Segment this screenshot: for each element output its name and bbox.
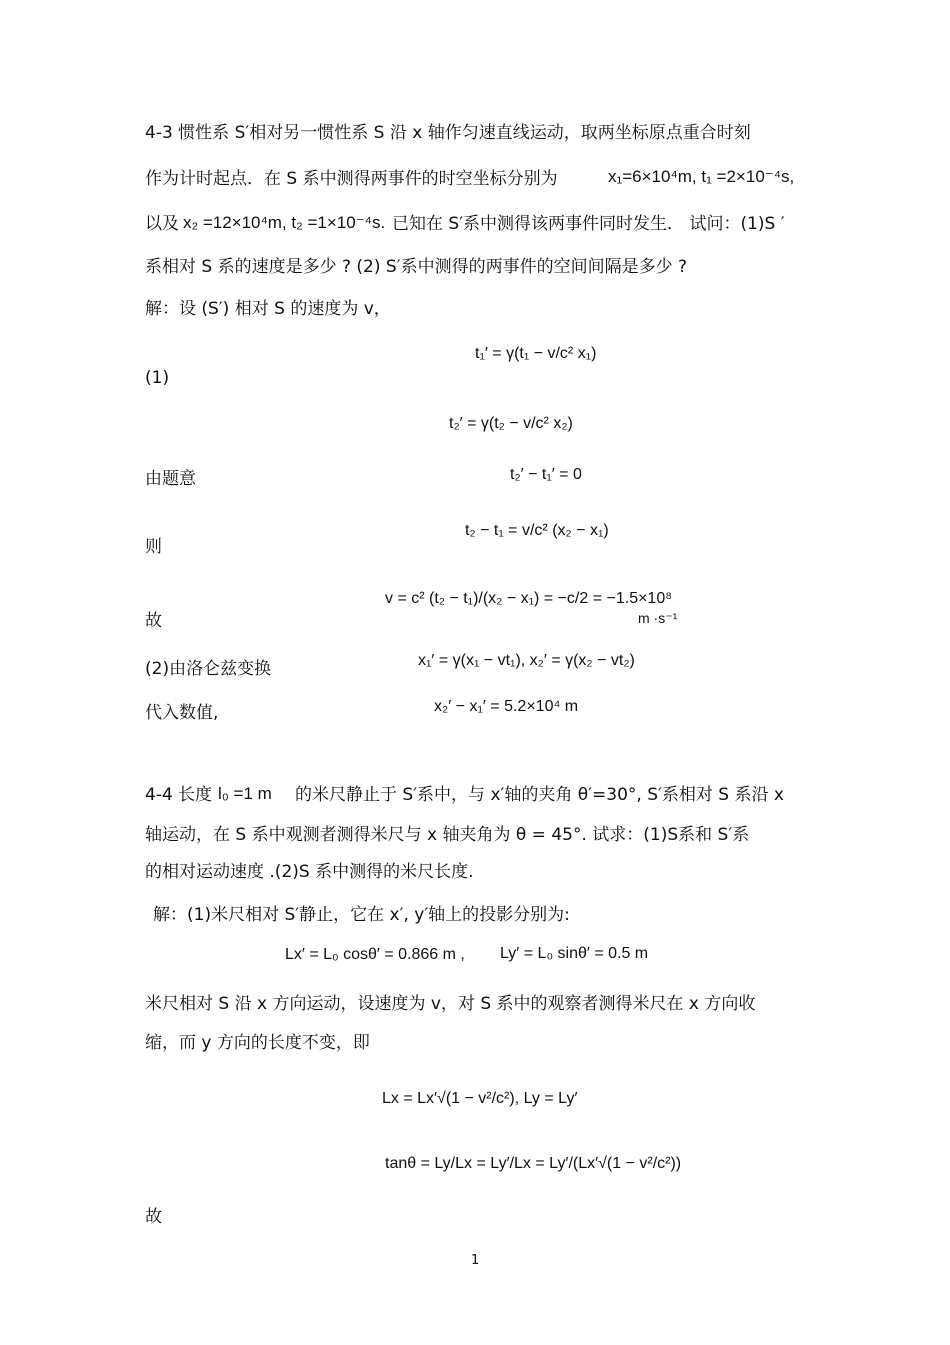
p43-eq4: t₂ − t₁ = v/c² (x₂ − x₁) bbox=[465, 522, 609, 539]
p43-label-ze: 则 bbox=[145, 537, 162, 557]
p43-label-gu: 故 bbox=[145, 611, 162, 631]
p44-line1: 的米尺静止于 S′系中，与 x′轴的夹角 θ′=30°, S′系相对 S 系沿 x bbox=[295, 785, 784, 805]
p44-eqC: Lx = Lx′√(1 − v²/c²), Ly = Ly′ bbox=[382, 1090, 578, 1107]
p43-line3-prefix: 以及 bbox=[145, 214, 179, 234]
p43-label-tiyi: 由题意 bbox=[145, 469, 196, 489]
p44-solution-intro: 解：(1)米尺相对 S′静止，它在 x′, y′轴上的投影分别为: bbox=[153, 905, 570, 925]
p44-eqD: tanθ = Ly/Lx = Ly′/Lx = Ly′/(Lx′√(1 − v²/c²)) bbox=[385, 1155, 682, 1172]
p43-eq6: x₁′ = γ(x₁ − vt₁), x₂′ = γ(x₂ − vt₂) bbox=[418, 652, 635, 669]
p43-line4: 系相对 S 系的速度是多少 ? (2) S′系中测得的两事件的空间间隔是多少 ? bbox=[145, 257, 687, 277]
page-number: 1 bbox=[471, 1253, 480, 1268]
p43-label-dairu: 代入数值, bbox=[145, 703, 219, 723]
p43-eq1: t₁′ = γ(t₁ − v/c² x₁) bbox=[475, 345, 597, 362]
p43-eq3: t₂′ − t₁′ = 0 bbox=[510, 466, 582, 483]
p44-line5: 米尺相对 S 沿 x 方向运动，设速度为 v，对 S 系中的观察者测得米尺在 x 方向收 bbox=[145, 994, 756, 1014]
p43-eq5-unit: m ·s⁻¹ bbox=[638, 610, 678, 626]
p44-eqB: Ly′ = L₀ sinθ′ = 0.5 m bbox=[500, 945, 649, 962]
p44-eqA: Lx′ = L₀ cosθ′ = 0.866 m , bbox=[285, 946, 465, 963]
p44-line6: 缩，而 y 方向的长度不变，即 bbox=[145, 1033, 370, 1053]
p43-solution-intro: 解：设 (S′) 相对 S 的速度为 v， bbox=[145, 299, 391, 319]
p43-eq7: x₂′ − x₁′ = 5.2×10⁴ m bbox=[434, 698, 579, 715]
p43-label-1: (1) bbox=[145, 368, 170, 388]
p43-line1: 4-3 惯性系 S′相对另一惯性系 S 沿 x 轴作匀速直线运动，取两坐标原点重合时刻 bbox=[145, 123, 751, 143]
p43-line3: 已知在 S′系中测得该两事件同时发生． 试问：(1)S ′ bbox=[392, 214, 785, 234]
p43-eq2: t₂′ = γ(t₂ − v/c² x₂) bbox=[449, 415, 573, 432]
p44-label-gu: 故 bbox=[145, 1207, 162, 1227]
p43-coords-2: x₂ =12×10⁴m, t₂ =1×10⁻⁴s. bbox=[183, 213, 386, 232]
p43-eq5: v = c² (t₂ − t₁)/(x₂ − x₁) = −c/2 = −1.5×10⁸ bbox=[385, 590, 672, 607]
p44-line2: 轴运动，在 S 系中观测者测得米尺与 x 轴夹角为 θ = 45°. 试求：(1)S系和 S′系 bbox=[145, 825, 750, 845]
p43-line2: 作为计时起点．在 S 系中测得两事件的时空坐标分别为 bbox=[145, 169, 558, 189]
p43-coords-1: x₁=6×10⁴m, t₁ =2×10⁻⁴s, bbox=[608, 167, 795, 186]
p43-label-2: (2)由洛仑兹变换 bbox=[145, 659, 272, 679]
p44-length: l₀ =1 m bbox=[218, 784, 272, 803]
p44-line3: 的相对运动速度 .(2)S 系中测得的米尺长度. bbox=[145, 862, 474, 882]
p44-line1-prefix: 4-4 长度 bbox=[145, 785, 213, 805]
